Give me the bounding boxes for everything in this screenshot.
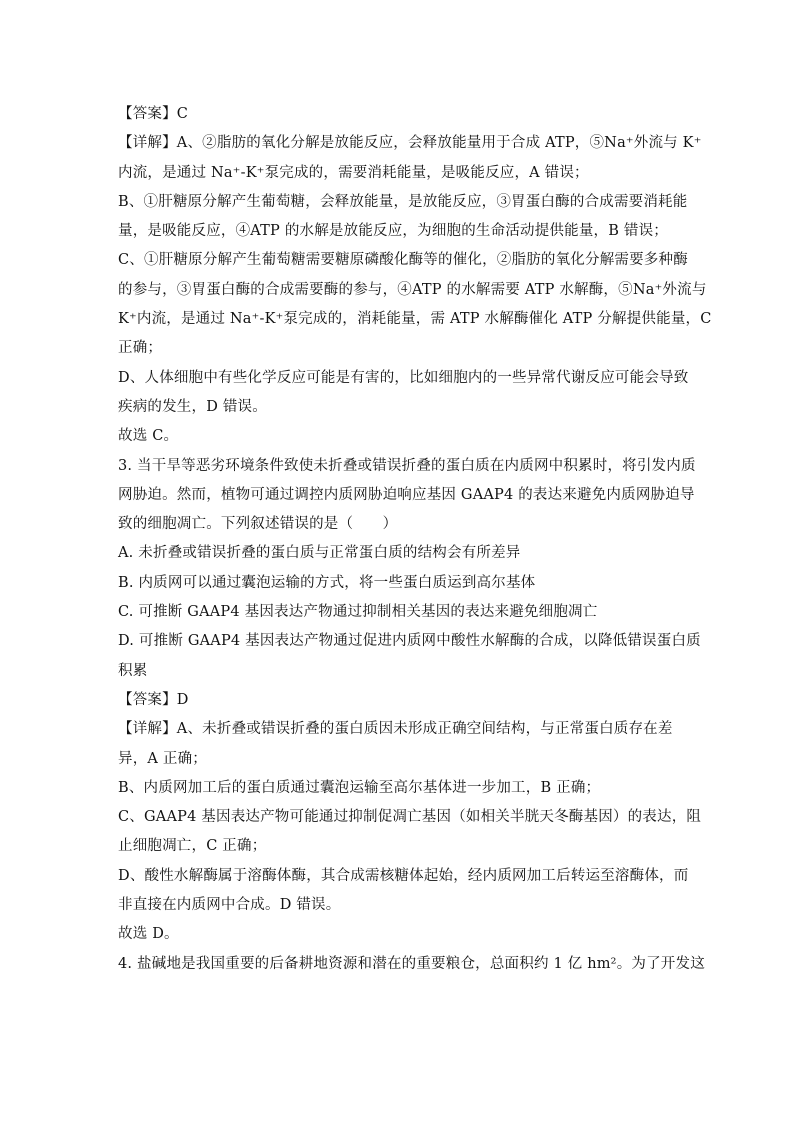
question-stem-line: 3. 当干旱等恶劣环境条件致使未折叠或错误折叠的蛋白质在内质网中积累时，将引发内质 (118, 457, 696, 474)
explanation-line: 量，是吸能反应，④ATP 的水解是放能反应，为细胞的生命活动提供能量，B 错误； (118, 223, 668, 240)
explanation-line: D、酸性水解酶属于溶酶体酶，其合成需核糖体起始，经内质网加工后转运至溶酶体，而 (118, 867, 689, 884)
option-c: C. 可推断 GAAP4 基因表达产物通过抑制相关基因的表达来避免细胞凋亡 (118, 604, 598, 621)
explanation-line: D、人体细胞中有些化学反应可能是有害的，比如细胞内的一些异常代谢反应可能会导致 (118, 369, 689, 386)
option-a: A. 未折叠或错误折叠的蛋白质与正常蛋白质的结构会有所差异 (118, 545, 521, 562)
option-d: D. 可推断 GAAP4 基因表达产物通过促进内质网中酸性水解酶的合成，以降低错误蛋白质 (118, 633, 701, 650)
option-b: B. 内质网可以通过囊泡运输的方式，将一些蛋白质运到高尔基体 (118, 574, 536, 591)
explanation-line: 非直接在内质网中合成。D 错误。 (118, 897, 341, 914)
explanation-line: 的参与，③胃蛋白酶的合成需要酶的参与，④ATP 的水解需要 ATP 水解酶，⑤Na⁺外流与 (118, 281, 707, 298)
explanation-line: 异，A 正确； (118, 750, 207, 767)
explanation-line: 【详解】A、②脂肪的氧化分解是放能反应，会释放能量用于合成 ATP，⑤Na⁺外流与 K⁺ (118, 135, 702, 152)
explanation-line: 疾病的发生，D 错误。 (118, 398, 267, 415)
document-page (118, 100, 712, 979)
question-stem-line: 致的细胞凋亡。下列叙述错误的是（ ） (118, 516, 398, 533)
answer-label: 【答案】C (118, 106, 189, 122)
answer-label: 【答案】D (118, 691, 189, 708)
explanation-line: 【详解】A、未折叠或错误折叠的蛋白质因未形成正确空间结构，与正常蛋白质存在差 (118, 721, 673, 738)
explanation-line: C、GAAP4 基因表达产物可能通过抑制促凋亡基因（如相关半胱天冬酶基因）的表达，阻 (118, 809, 702, 826)
selection-line: 故选 D。 (118, 926, 179, 943)
explanation-line: K⁺内流，是通过 Na⁺-K⁺泵完成的，消耗能量，需 ATP 水解酶催化 ATP 分解提供能量，C (118, 311, 712, 328)
explanation-line: 止细胞凋亡，C 正确； (118, 838, 267, 855)
explanation-line: 内流，是通过 Na⁺-K⁺泵完成的，需要消耗能量，是吸能反应，A 错误； (118, 164, 589, 181)
option-d-continued: 积累 (118, 662, 148, 679)
explanation-line: B、①肝糖原分解产生葡萄糖，会释放能量，是放能反应，③胃蛋白酶的合成需要消耗能 (118, 193, 688, 210)
explanation-line: 正确； (118, 340, 163, 357)
question-stem-line: 4. 盐碱地是我国重要的后备耕地资源和潜在的重要粮仓，总面积约 1 亿 hm²。为了开发这 (118, 955, 705, 972)
question-stem-line: 网胁迫。然而，植物可通过调控内质网胁迫响应基因 GAAP4 的表达来避免内质网胁迫导 (118, 486, 695, 503)
explanation-line: C、①肝糖原分解产生葡萄糖需要糖原磷酸化酶等的催化，②脂肪的氧化分解需要多种酶 (118, 252, 688, 269)
selection-line: 故选 C。 (118, 428, 179, 445)
explanation-line: B、内质网加工后的蛋白质通过囊泡运输至高尔基体进一步加工，B 正确； (118, 779, 601, 796)
